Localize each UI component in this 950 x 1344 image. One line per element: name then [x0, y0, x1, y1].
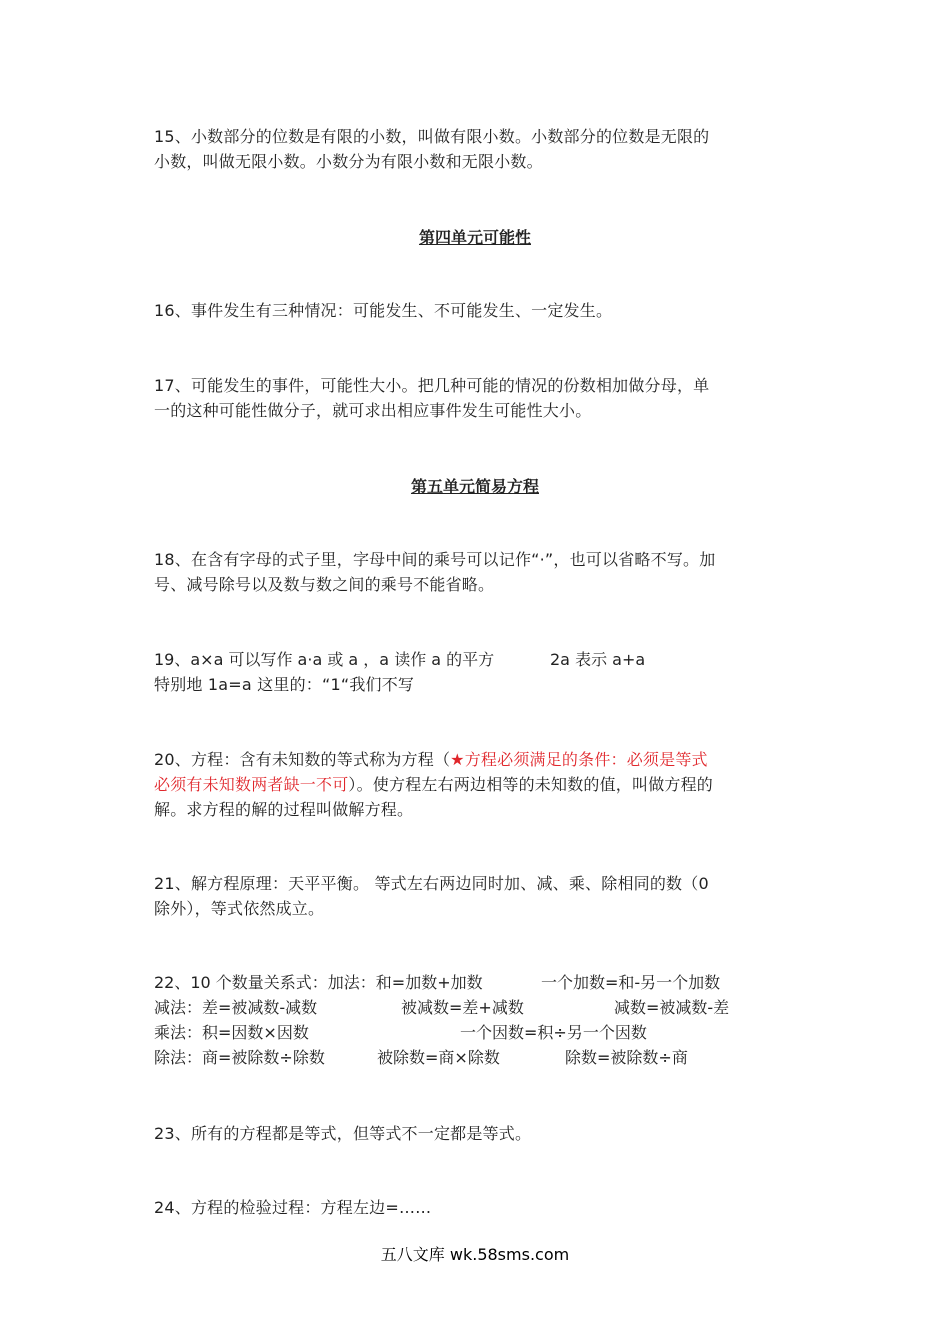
relation-subtraction-1: 减法：差=被减数-减数: [154, 998, 318, 1017]
paragraph-19-part-2: 2a 表示 a+a: [550, 650, 646, 669]
paragraph-21-line-2: 除外），等式依然成立。: [154, 899, 325, 918]
paragraph-19-line-2: 特别地 1a=a 这里的：“1“我们不写: [154, 675, 415, 694]
relation-division-1: 除法：商=被除数÷除数: [154, 1048, 325, 1067]
paragraph-18-line-2: 号、减号除号以及数与数之间的乘号不能省略。: [154, 575, 495, 594]
relation-addition-2: 一个加数=和-另一个加数: [541, 973, 721, 992]
paragraph-19-part-1: 19、a×a 可以写作 a·a 或 a ，a 读作 a 的平方: [154, 650, 495, 669]
paragraph-24: 24、方程的检验过程：方程左边=……: [154, 1198, 432, 1217]
paragraph-21-line-1: 21、解方程原理：天平平衡。 等式左右两边同时加、减、乘、除相同的数（0: [154, 874, 709, 893]
relation-subtraction-3: 减数=被减数-差: [614, 998, 730, 1017]
relation-multiplication-2: 一个因数=积÷另一个因数: [460, 1023, 647, 1042]
section-heading-unit-4: 第四单元可能性: [418, 228, 531, 247]
footer-watermark: 五八文库 wk.58sms.com: [380, 1245, 570, 1264]
paragraph-17-line-1: 17、可能发生的事件，可能性大小。把几种可能的情况的份数相加做分母，单: [154, 376, 710, 395]
paragraph-17-line-2: 一的这种可能性做分子，就可求出相应事件发生可能性大小。: [154, 401, 592, 420]
relation-division-3: 除数=被除数÷商: [565, 1048, 688, 1067]
section-heading-unit-5: 第五单元简易方程: [410, 477, 539, 496]
paragraph-16: 16、事件发生有三种情况：可能发生、不可能发生、一定发生。: [154, 301, 613, 320]
paragraph-20-line-2: [154, 773, 713, 797]
paragraph-23: 23、所有的方程都是等式，但等式不一定都是等式。: [154, 1124, 532, 1143]
paragraph-20-line-3: 解。求方程的解的过程叫做解方程。: [154, 800, 414, 819]
paragraph-15-line-2: 小数，叫做无限小数。小数分为有限小数和无限小数。: [154, 152, 543, 171]
paragraph-20-line-1-text: 20、方程：含有未知数的等式称为方程（: [154, 750, 451, 769]
paragraph-20-line-1: [154, 748, 708, 772]
paragraph-15-line-1: 15、小数部分的位数是有限的小数，叫做有限小数。小数部分的位数是无限的: [154, 127, 710, 146]
paragraph-18-line-1: 18、在含有字母的式子里，字母中间的乘号可以记作“·”，也可以省略不写。加: [154, 550, 716, 569]
paragraph-20-emphasis-2: 必须有未知数两者缺一不可: [154, 775, 349, 794]
paragraph-20-emphasis-1: ★方程必须满足的条件：必须是等式: [450, 750, 708, 769]
relation-multiplication-1: 乘法：积=因数×因数: [154, 1023, 309, 1042]
relation-addition-1: 22、10 个数量关系式：加法：和=加数+加数: [154, 973, 483, 992]
paragraph-20-line-2-text: ）。使方程左右两边相等的未知数的值，叫做方程的: [348, 775, 714, 794]
relation-division-2: 被除数=商×除数: [377, 1048, 500, 1067]
relation-subtraction-2: 被减数=差+减数: [401, 998, 524, 1017]
